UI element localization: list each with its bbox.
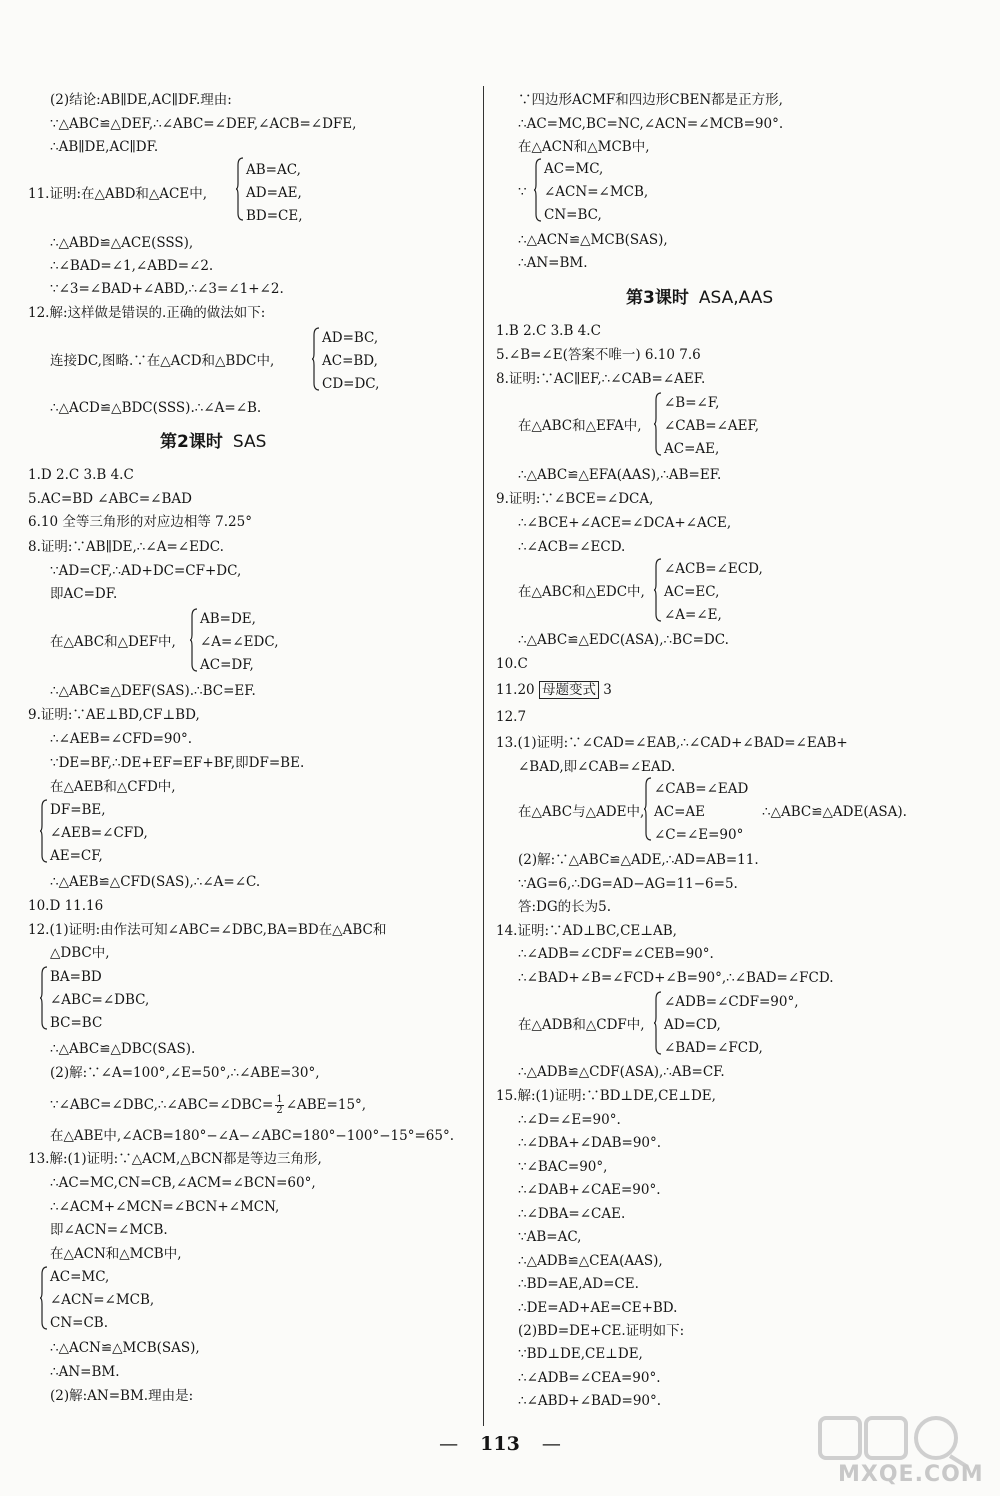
text-line: ∵AD=CF,∴AD+DC=CF+DC, [50, 563, 242, 579]
text-line: ∠ABC=∠DBC, [50, 992, 150, 1008]
text-line: ∴△ADB≌△CEA(AAS), [518, 1253, 663, 1269]
text-line: ∵AB=AC, [518, 1229, 582, 1245]
text-line: 答:DG的长为5. [518, 899, 612, 915]
text-part: ∠ABE=15°, [285, 1097, 367, 1113]
text-line: BC=BC [50, 1015, 103, 1031]
heading-prefix: 第2课时 [160, 432, 223, 452]
text-line: ∴AB∥DE,AC∥DF. [50, 139, 159, 155]
text-line: (2)解:∵∠A=100°,∠E=50°,∴∠ABE=30°, [50, 1065, 320, 1081]
text-line: AB=AC, [246, 162, 301, 178]
text-line: 即∠ACN=∠MCB. [50, 1222, 168, 1238]
text-line: ∴∠ACM+∠MCN=∠BCN+∠MCN, [50, 1199, 280, 1215]
brace-icon [236, 157, 244, 221]
text-line: (2)结论:AB∥DE,AC∥DF.理由: [50, 92, 232, 108]
text-line: (2)BD=DE+CE.证明如下: [518, 1323, 685, 1339]
brace-icon [654, 991, 662, 1055]
text-line: ∴∠BAD=∠1,∠ABD=∠2. [50, 258, 214, 274]
text-line: ∠B=∠F, [664, 395, 720, 411]
text-line: 在△AEB和△CFD中, [50, 779, 176, 795]
watermark-text: MXQE.COM [838, 1462, 984, 1487]
section-heading [626, 288, 773, 308]
brace-icon [40, 799, 48, 863]
text-line: 10.C [496, 656, 528, 672]
text-line: 在△ACN和△MCB中, [50, 1246, 182, 1262]
text-line: ∵四边形ACMF和四边形CBEN都是正方形, [518, 92, 783, 108]
text-line: AC=AE, [664, 441, 720, 457]
text-line: ∠BAD=∠FCD, [664, 1040, 763, 1056]
text-line: ∴AN=BM. [518, 255, 588, 271]
text-line: ∴△AEB≌△CFD(SAS),∴∠A=∠C. [50, 874, 261, 890]
text-line: ∠CAB=∠EAD [654, 781, 749, 797]
text-line: 9.证明:∵AE⊥BD,CF⊥BD, [28, 707, 200, 723]
text-line: ∴∠D=∠E=90°. [518, 1112, 621, 1128]
brace-icon [654, 392, 662, 456]
text-line: 8.证明:∵AB∥DE,∴∠A=∠EDC. [28, 539, 224, 555]
text-line: 12.7 [496, 709, 527, 725]
text-line: CN=CB. [50, 1315, 108, 1331]
text-line: AB=DE, [200, 611, 256, 627]
variant-badge: 母题变式 [539, 681, 599, 699]
text-line: ∴∠ABD+∠BAD=90°. [518, 1393, 662, 1409]
heading-title: ASA,AAS [698, 288, 774, 308]
text-part: 11.20 [496, 682, 535, 698]
text-line: AC=AE [654, 804, 705, 820]
text-line: 1.B 2.C 3.B 4.C [496, 323, 601, 339]
text-line: (2)解:∵△ABC≌△ADE,∴AD=AB=11. [518, 852, 759, 868]
text-line: 6.10 全等三角形的对应边相等 7.25° [28, 514, 252, 530]
text-line: AD=CD, [664, 1017, 721, 1033]
text-line: 9.证明:∵∠BCE=∠DCA, [496, 491, 654, 507]
brace-icon [40, 1266, 48, 1330]
text-line: ∠ACN=∠MCB, [50, 1292, 155, 1308]
text-line: 5.AC=BD ∠ABC=∠BAD [28, 491, 192, 507]
text-line: ∴DE=AD+AE=CE+BD. [518, 1300, 678, 1316]
text-part: 3 [603, 682, 612, 698]
brace-icon [644, 777, 652, 841]
text-line: ∴BD=AE,AD=CE. [518, 1276, 639, 1292]
text-line: ∴∠BAD+∠B=∠FCD+∠B=90°,∴∠BAD=∠FCD. [518, 970, 834, 986]
text-line: ∠BAD,即∠CAB=∠EAD. [518, 759, 676, 775]
text-line: AC=BD, [322, 353, 378, 369]
text-line: ∴△ABC≌△DEF(SAS).∴BC=EF. [50, 683, 256, 699]
text-line: 连接DC,图略.∵在△ACD和△BDC中, [50, 353, 275, 369]
text-line: ∴∠BCE+∠ACE=∠DCA+∠ACE, [518, 515, 732, 531]
text-line: ∴∠DAB+∠CAE=90°. [518, 1182, 661, 1198]
text-line: AC=DF, [200, 657, 254, 673]
text-line: ∴∠AEB=∠CFD=90°. [50, 731, 193, 747]
text-line: ∠A=∠E, [664, 607, 722, 623]
text-line: 在△ABC和△EDC中, [518, 584, 645, 600]
text-line [496, 682, 612, 698]
text-line: ∴△ACN≌△MCB(SAS), [518, 232, 668, 248]
text-line: 13.解:(1)证明:∵△ACM,△BCN都是等边三角形, [28, 1151, 322, 1167]
text-line: 在△ABC与△ADE中, [518, 804, 645, 820]
text-line: ∴△ABC≌△EDC(ASA),∴BC=DC. [518, 632, 729, 648]
text-line: CN=BC, [544, 207, 602, 223]
text-line: CD=DC, [322, 376, 380, 392]
text-line: (2)解:AN=BM.理由是: [50, 1388, 194, 1404]
text-line: 8.证明:∵AC∥EF,∴∠CAB=∠AEF. [496, 371, 706, 387]
text-line: 11.证明:在△ABD和△ACE中, [28, 186, 208, 202]
text-line: ∠ACB=∠ECD, [664, 561, 763, 577]
text-line: 在△ABC和△DEF中, [50, 634, 176, 650]
text-line: ∵BD⊥DE,CE⊥DE, [518, 1346, 643, 1362]
text-line: DF=BE, [50, 802, 106, 818]
text-line: 在△ABE中,∠ACB=180°−∠A−∠ABC=180°−100°−15°=65°. [50, 1128, 455, 1144]
text-line: BA=BD [50, 969, 102, 985]
text-line: ∴△ADB≌△CDF(ASA),∴AB=CF. [518, 1064, 725, 1080]
text-line: AC=MC, [544, 161, 604, 177]
heading-prefix: 第3课时 [626, 288, 689, 308]
text-line: 12.解:这样做是错误的.正确的做法如下: [28, 305, 266, 321]
text-line: 14.证明:∵AD⊥BC,CE⊥AB, [496, 923, 677, 939]
text-line: ∴AC=MC,CN=CB,∠ACM=∠BCN=60°, [50, 1175, 316, 1191]
text-line: 在△ACN和△MCB中, [518, 139, 650, 155]
text-line: △DBC中, [50, 945, 110, 961]
brace-icon [190, 608, 198, 672]
text-line: ∵ [518, 184, 527, 200]
section-heading [160, 432, 266, 452]
text-line: 12.(1)证明:由作法可知∠ABC=∠DBC,BA=BD在△ABC和 [28, 922, 387, 938]
text-line: ∠CAB=∠AEF, [664, 418, 760, 434]
text-line: ∠ACN=∠MCB, [544, 184, 649, 200]
text-line: ∴△ABD≌△ACE(SSS), [50, 235, 194, 251]
heading-title: SAS [232, 432, 267, 452]
column-divider [483, 86, 484, 1426]
text-line: ∴△ABC≌△ADE(ASA). [762, 804, 907, 820]
text-line: ∴∠DBA+∠DAB=90°. [518, 1135, 662, 1151]
text-line: 15.解:(1)证明:∵BD⊥DE,CE⊥DE, [496, 1088, 716, 1104]
text-line: ∴△ABC≌△EFA(AAS),∴AB=EF. [518, 467, 722, 483]
text-line: AD=BC, [322, 330, 379, 346]
text-line: ∴AN=BM. [50, 1364, 120, 1380]
text-line: ∠AEB=∠CFD, [50, 825, 148, 841]
text-line: ∠ADB=∠CDF=90°, [664, 994, 799, 1010]
fraction-denominator: 2 [276, 1105, 283, 1116]
text-line: 13.(1)证明:∵∠CAD=∠EAB,∴∠CAD+∠BAD=∠EAB+ [496, 735, 848, 751]
text-line: ∴△ACN≌△MCB(SAS), [50, 1340, 200, 1356]
text-line: 1.D 2.C 3.B 4.C [28, 467, 134, 483]
fraction-numerator: 1 [276, 1094, 283, 1105]
text-line: ∴∠ADB=∠CDF=∠CEB=90°. [518, 946, 714, 962]
text-line: ∵DE=BF,∴DE+EF=EF+BF,即DF=BE. [50, 755, 305, 771]
text-line: ∴△ACD≌△BDC(SSS).∴∠A=∠B. [50, 400, 262, 416]
text-line: 在△ABC和△EFA中, [518, 418, 642, 434]
text-line: AC=EC, [664, 584, 720, 600]
brace-icon [40, 966, 48, 1030]
text-line: ∴∠ADB=∠CEA=90°. [518, 1370, 661, 1386]
text-line: ∠C=∠E=90° [654, 827, 744, 843]
text-line: ∵∠BAC=90°, [518, 1159, 608, 1175]
text-line: ∵AG=6,∴DG=AD−AG=11−6=5. [518, 876, 738, 892]
text-line: AD=AE, [246, 185, 302, 201]
text-line: ∴AC=MC,BC=NC,∠ACN=∠MCB=90°. [518, 116, 784, 132]
text-line: 即AC=DF. [50, 586, 118, 602]
text-line: ∴∠DBA=∠CAE. [518, 1206, 626, 1222]
page-number-value: 113 [480, 1433, 520, 1455]
brace-icon [534, 158, 542, 222]
page-dash: — [439, 1433, 459, 1455]
text-line: 5.∠B=∠E(答案不唯一) 6.10 7.6 [496, 347, 701, 363]
text-part: ∵∠ABC=∠DBC,∴∠ABC=∠DBC= [50, 1097, 274, 1113]
brace-icon [312, 327, 320, 391]
fraction [275, 1095, 283, 1116]
text-line: 在△ADB和△CDF中, [518, 1017, 645, 1033]
text-line: AE=CF, [50, 848, 103, 864]
text-line: ∵△ABC≌△DEF,∴∠ABC=∠DEF,∠ACB=∠DFE, [50, 116, 357, 132]
text-line: ∴△ABC≌△DBC(SAS). [50, 1041, 196, 1057]
text-line: BD=CE, [246, 208, 303, 224]
text-line [50, 1095, 366, 1116]
text-line: ∴∠ACB=∠ECD. [518, 539, 626, 555]
text-line: 10.D 11.16 [28, 898, 104, 914]
brace-icon [654, 558, 662, 622]
text-line: ∠A=∠EDC, [200, 634, 279, 650]
text-line: ∵∠3=∠BAD+∠ABD,∴∠3=∠1+∠2. [50, 281, 284, 297]
text-line: AC=MC, [50, 1269, 110, 1285]
page-dash: — [541, 1433, 561, 1455]
